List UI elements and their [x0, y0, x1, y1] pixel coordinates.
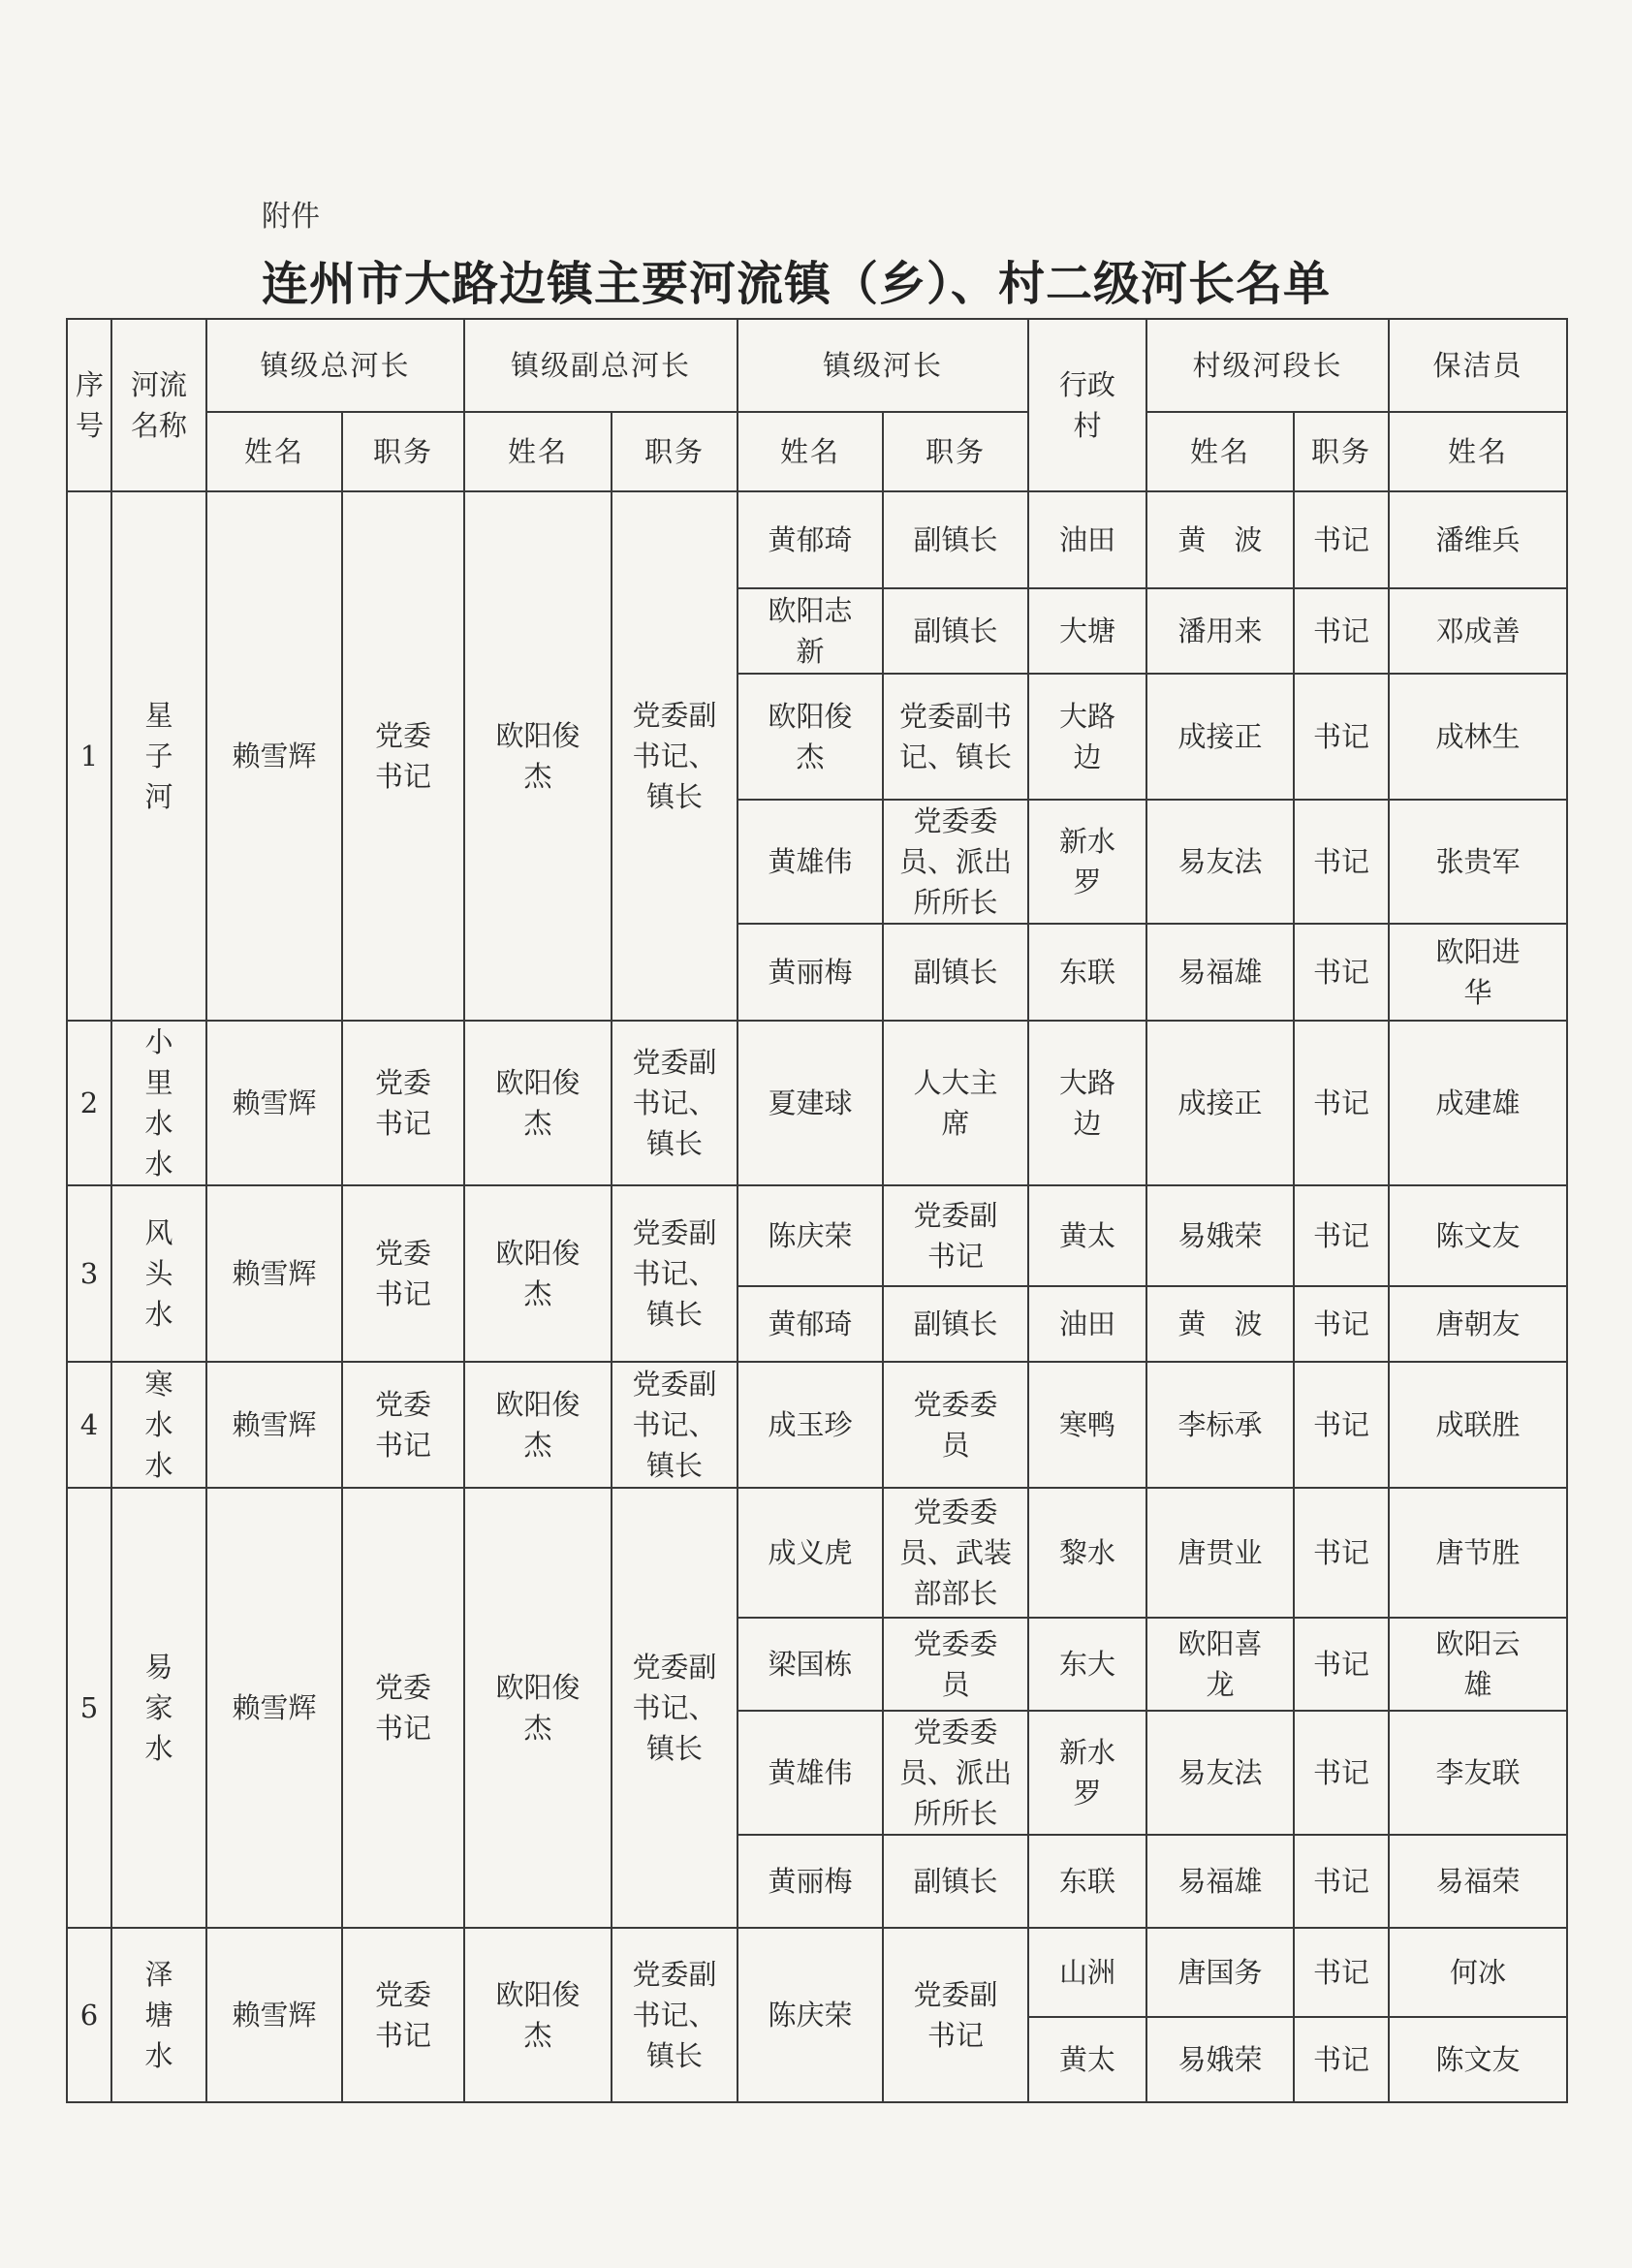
village-name: 黄太	[1028, 2017, 1146, 2102]
town-chief-name: 梁国栋	[738, 1618, 883, 1711]
village-chief-post: 书记	[1294, 1021, 1389, 1185]
village-chief-post: 书记	[1294, 1286, 1389, 1362]
chief-name: 赖雪辉	[206, 1928, 342, 2102]
village-chief-name: 欧阳喜龙	[1146, 1618, 1294, 1711]
deputy-name: 欧阳俊杰	[464, 1185, 612, 1362]
town-chief-post: 副镇长	[883, 924, 1028, 1021]
village-chief-name: 易福雄	[1146, 1835, 1294, 1928]
town-chief-name: 黄雄伟	[738, 1711, 883, 1835]
village-chief-post: 书记	[1294, 588, 1389, 674]
deputy-post: 党委副书记、镇长	[612, 1928, 738, 2102]
village-chief-name: 易友法	[1146, 1711, 1294, 1835]
header-name: 姓名	[1146, 412, 1294, 491]
cleaner-name: 欧阳云雄	[1389, 1618, 1567, 1711]
village-chief-post: 书记	[1294, 1362, 1389, 1488]
river-name: 易家水	[111, 1488, 206, 1928]
chief-name: 赖雪辉	[206, 1185, 342, 1362]
village-name: 黎水	[1028, 1488, 1146, 1618]
village-chief-name: 黄 波	[1146, 1286, 1294, 1362]
river-name: 风头水	[111, 1185, 206, 1362]
cleaner-name: 何冰	[1389, 1928, 1567, 2017]
village-chief-name: 唐国务	[1146, 1928, 1294, 2017]
village-name: 大路边	[1028, 674, 1146, 800]
village-chief-post: 书记	[1294, 491, 1389, 588]
village-name: 东联	[1028, 1835, 1146, 1928]
village-chief-post: 书记	[1294, 1488, 1389, 1618]
header-name: 姓名	[1389, 412, 1567, 491]
chief-name: 赖雪辉	[206, 1362, 342, 1488]
header-river: 河流名称	[111, 319, 206, 491]
deputy-post: 党委副书记、镇长	[612, 1021, 738, 1185]
town-chief-post: 党委副书记	[883, 1928, 1028, 2102]
chief-name: 赖雪辉	[206, 1488, 342, 1928]
header-name: 姓名	[738, 412, 883, 491]
town-chief-name: 成玉珍	[738, 1362, 883, 1488]
town-chief-name: 黄郁琦	[738, 491, 883, 588]
cleaner-name: 邓成善	[1389, 588, 1567, 674]
deputy-post: 党委副书记、镇长	[612, 1488, 738, 1928]
village-name: 寒鸭	[1028, 1362, 1146, 1488]
village-chief-post: 书记	[1294, 800, 1389, 924]
cleaner-name: 成林生	[1389, 674, 1567, 800]
village-chief-post: 书记	[1294, 674, 1389, 800]
village-chief-post: 书记	[1294, 1928, 1389, 2017]
river-name: 小里水水	[111, 1021, 206, 1185]
town-chief-post: 党委委员、武装部部长	[883, 1488, 1028, 1618]
deputy-post: 党委副书记、镇长	[612, 1185, 738, 1362]
deputy-post: 党委副书记、镇长	[612, 491, 738, 1021]
town-chief-name: 欧阳志新	[738, 588, 883, 674]
village-chief-name: 易友法	[1146, 800, 1294, 924]
header-post: 职务	[612, 412, 738, 491]
cleaner-name: 陈文友	[1389, 2017, 1567, 2102]
village-chief-post: 书记	[1294, 1185, 1389, 1286]
village-chief-name: 潘用来	[1146, 588, 1294, 674]
town-chief-post: 党委委员	[883, 1618, 1028, 1711]
deputy-name: 欧阳俊杰	[464, 491, 612, 1021]
river-chief-table	[66, 318, 1568, 2103]
cleaner-name: 成联胜	[1389, 1362, 1567, 1488]
town-chief-name: 成义虎	[738, 1488, 883, 1618]
village-chief-post: 书记	[1294, 1618, 1389, 1711]
village-name: 黄太	[1028, 1185, 1146, 1286]
town-chief-name: 陈庆荣	[738, 1185, 883, 1286]
village-chief-name: 易福雄	[1146, 924, 1294, 1021]
cleaner-name: 李友联	[1389, 1711, 1567, 1835]
cleaner-name: 唐节胜	[1389, 1488, 1567, 1618]
village-name: 东大	[1028, 1618, 1146, 1711]
cleaner-name: 成建雄	[1389, 1021, 1567, 1185]
town-chief-name: 黄郁琦	[738, 1286, 883, 1362]
town-chief-name: 陈庆荣	[738, 1928, 883, 2102]
village-chief-post: 书记	[1294, 924, 1389, 1021]
town-chief-post: 副镇长	[883, 588, 1028, 674]
village-name: 大路边	[1028, 1021, 1146, 1185]
header-town-chief: 镇级总河长	[206, 319, 464, 412]
town-chief-post: 人大主席	[883, 1021, 1028, 1185]
row-no: 5	[67, 1488, 111, 1928]
village-chief-post: 书记	[1294, 1711, 1389, 1835]
village-name: 大塘	[1028, 588, 1146, 674]
header-town-river-chief: 镇级河长	[738, 319, 1028, 412]
village-chief-post: 书记	[1294, 1835, 1389, 1928]
header-name: 姓名	[206, 412, 342, 491]
header-cleaner: 保洁员	[1389, 319, 1567, 412]
village-chief-name: 易娥荣	[1146, 1185, 1294, 1286]
header-village-section-chief: 村级河段长	[1146, 319, 1389, 412]
town-chief-name: 欧阳俊杰	[738, 674, 883, 800]
attachment-label: 附件	[262, 200, 320, 234]
village-chief-name: 黄 波	[1146, 491, 1294, 588]
header-name: 姓名	[464, 412, 612, 491]
village-chief-name: 成接正	[1146, 674, 1294, 800]
chief-post: 党委书记	[342, 1185, 464, 1362]
town-chief-name: 夏建球	[738, 1021, 883, 1185]
header-no: 序号	[67, 319, 111, 491]
deputy-name: 欧阳俊杰	[464, 1021, 612, 1185]
village-chief-name: 唐贯业	[1146, 1488, 1294, 1618]
header-post: 职务	[342, 412, 464, 491]
header-post: 职务	[883, 412, 1028, 491]
row-no: 3	[67, 1185, 111, 1362]
cleaner-name: 欧阳进华	[1389, 924, 1567, 1021]
deputy-name: 欧阳俊杰	[464, 1488, 612, 1928]
town-chief-name: 黄丽梅	[738, 1835, 883, 1928]
deputy-name: 欧阳俊杰	[464, 1928, 612, 2102]
cleaner-name: 陈文友	[1389, 1185, 1567, 1286]
river-name: 泽塘水	[111, 1928, 206, 2102]
village-chief-name: 成接正	[1146, 1021, 1294, 1185]
chief-name: 赖雪辉	[206, 491, 342, 1021]
village-name: 油田	[1028, 1286, 1146, 1362]
village-chief-post: 书记	[1294, 2017, 1389, 2102]
chief-post: 党委书记	[342, 1928, 464, 2102]
deputy-name: 欧阳俊杰	[464, 1362, 612, 1488]
chief-name: 赖雪辉	[206, 1021, 342, 1185]
village-name: 东联	[1028, 924, 1146, 1021]
town-chief-post: 党委委员、派出所所长	[883, 800, 1028, 924]
document-title: 连州市大路边镇主要河流镇（乡）、村二级河长名单	[262, 257, 1332, 311]
chief-post: 党委书记	[342, 1362, 464, 1488]
row-no: 4	[67, 1362, 111, 1488]
header-post: 职务	[1294, 412, 1389, 491]
town-chief-name: 黄丽梅	[738, 924, 883, 1021]
town-chief-post: 党委委员、派出所所长	[883, 1711, 1028, 1835]
town-chief-post: 副镇长	[883, 491, 1028, 588]
town-chief-post: 党委副书记、镇长	[883, 674, 1028, 800]
chief-post: 党委书记	[342, 1021, 464, 1185]
river-name: 星子河	[111, 491, 206, 1021]
row-no: 1	[67, 491, 111, 1021]
chief-post: 党委书记	[342, 491, 464, 1021]
town-chief-name: 黄雄伟	[738, 800, 883, 924]
cleaner-name: 潘维兵	[1389, 491, 1567, 588]
village-name: 山洲	[1028, 1928, 1146, 2017]
row-no: 2	[67, 1021, 111, 1185]
cleaner-name: 唐朝友	[1389, 1286, 1567, 1362]
town-chief-post: 副镇长	[883, 1286, 1028, 1362]
header-village: 行政村	[1028, 319, 1146, 491]
deputy-post: 党委副书记、镇长	[612, 1362, 738, 1488]
row-no: 6	[67, 1928, 111, 2102]
village-name: 油田	[1028, 491, 1146, 588]
town-chief-post: 党委副书记	[883, 1185, 1028, 1286]
river-name: 寒水水	[111, 1362, 206, 1488]
village-name: 新水罗	[1028, 1711, 1146, 1835]
village-chief-name: 易娥荣	[1146, 2017, 1294, 2102]
header-town-deputy-chief: 镇级副总河长	[464, 319, 738, 412]
town-chief-post: 副镇长	[883, 1835, 1028, 1928]
chief-post: 党委书记	[342, 1488, 464, 1928]
village-chief-name: 李标承	[1146, 1362, 1294, 1488]
town-chief-post: 党委委员	[883, 1362, 1028, 1488]
cleaner-name: 易福荣	[1389, 1835, 1567, 1928]
cleaner-name: 张贵军	[1389, 800, 1567, 924]
village-name: 新水罗	[1028, 800, 1146, 924]
